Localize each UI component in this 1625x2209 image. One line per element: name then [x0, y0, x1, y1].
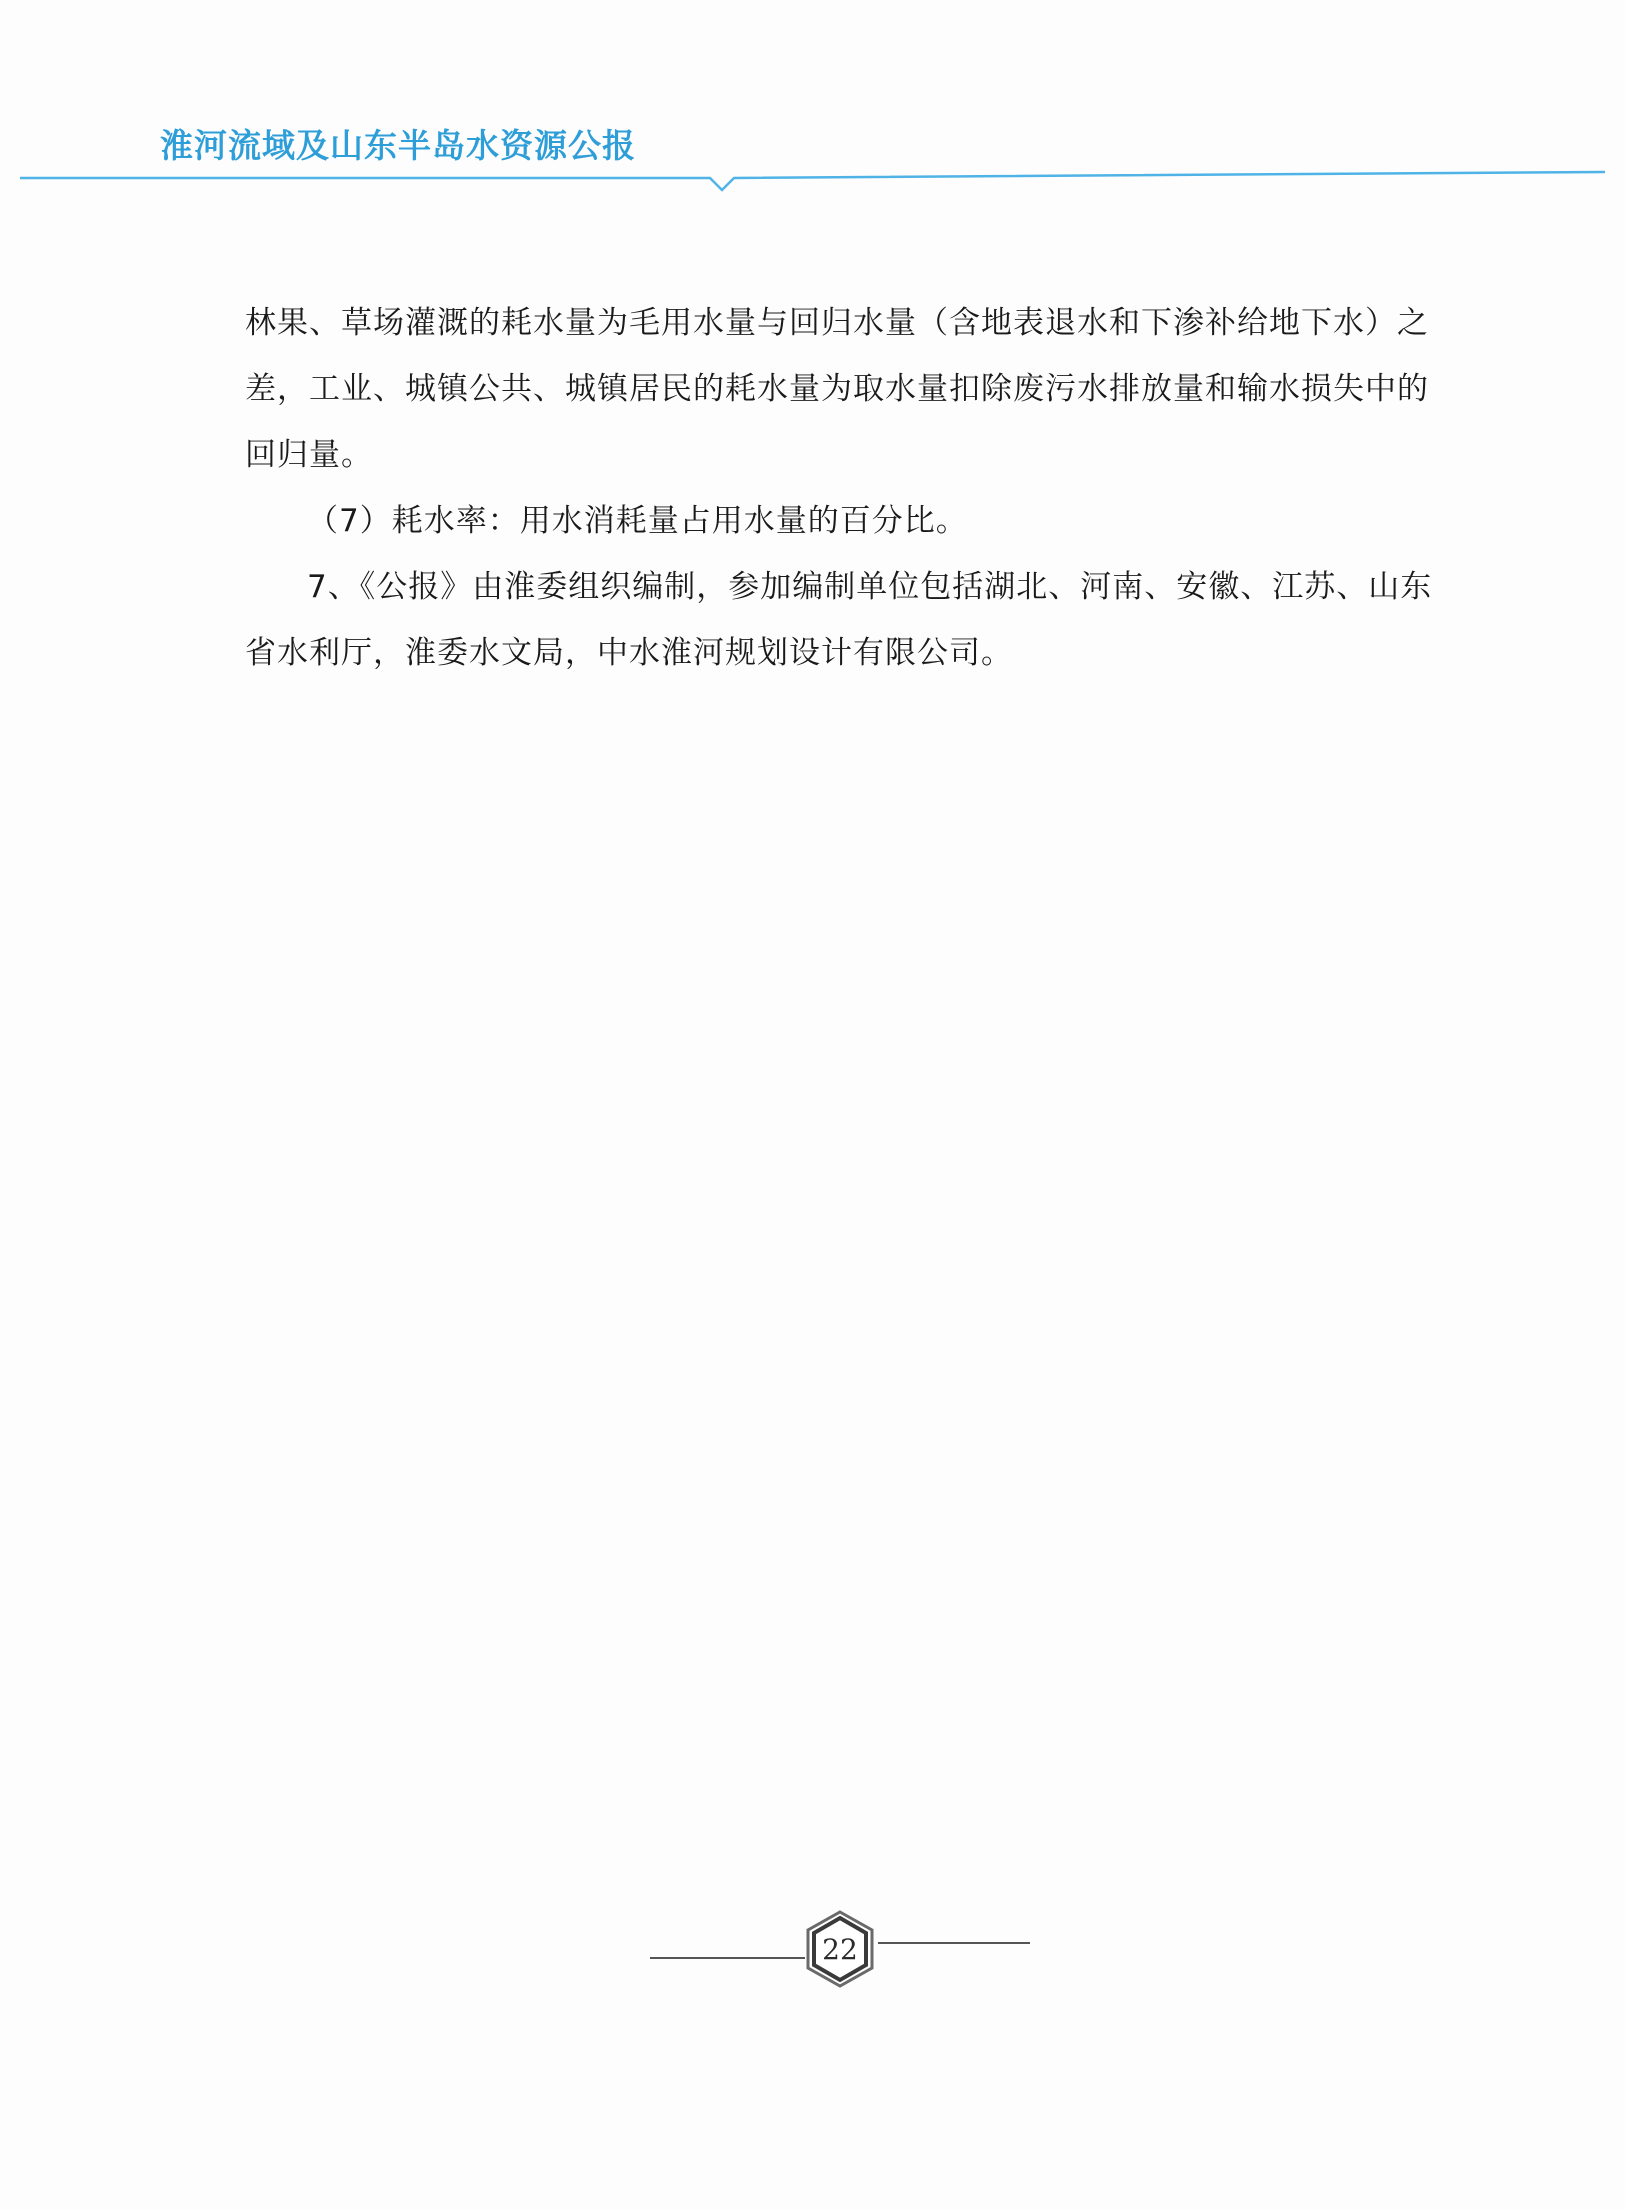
paragraph-compilation-units: 7、《公报》由淮委组织编制，参加编制单位包括湖北、河南、安徽、江苏、山东省水利厅，淮委水文局，中水淮河规划设计有限公司。	[245, 569, 1433, 671]
page-number: 22	[822, 1933, 858, 1966]
paragraph-consumption-definition: 林果、草场灌溉的耗水量为毛用水量与回归水量（含地表退水和下渗补给地下水）之差，工业、城镇公共、城镇居民的耗水量为取水量扣除废污水排放量和输水损失中的回归量。	[245, 305, 1429, 473]
header-title: 淮河流域及山东半岛水资源公报	[160, 126, 636, 165]
header-rule	[20, 168, 1605, 198]
body-text	[245, 290, 1435, 686]
paragraph-consumption-rate: （7）耗水率：用水消耗量占用水量的百分比。	[307, 503, 968, 539]
